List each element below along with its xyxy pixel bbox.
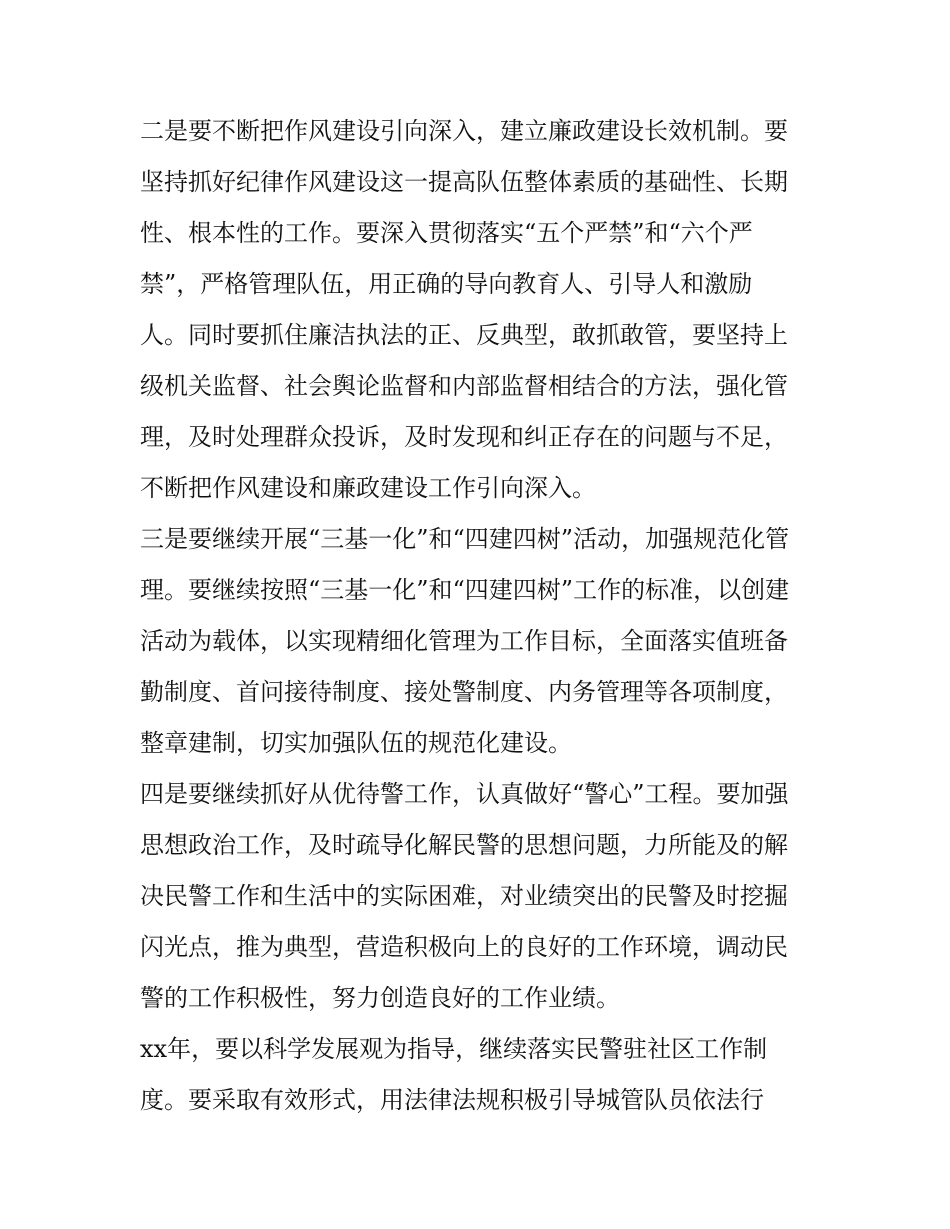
text-line: 决民警工作和生活中的实际困难，对业绩突出的民警及时挖掘: [140, 882, 788, 910]
body-text: [140, 106, 830, 1126]
text-line: 三是要继续开展“三基一化”和“四建四树”活动，加强规范化管: [140, 525, 790, 553]
text-line: 四是要继续抓好从优待警工作，认真做好“警心”工程。要加强: [140, 780, 789, 808]
text-line: 理。要继续按照“三基一化”和“四建四树”工作的标准，以创建: [140, 576, 790, 604]
text-line: 思想政治工作，及时疏导化解民警的思想问题，力所能及的解: [140, 831, 788, 859]
text-line: 勤制度、首问接待制度、接处警制度、内务管理等各项制度，: [140, 678, 788, 706]
text-line: 禁”，严格管理队伍，用正确的导向教育人、引导人和激励: [140, 270, 753, 298]
text-line: 级机关监督、社会舆论监督和内部监督相结合的方法，强化管: [140, 372, 788, 400]
text-line: 活动为载体，以实现精细化管理为工作目标，全面落实值班备: [140, 627, 788, 655]
text-line: 闪光点，推为典型，营造积极向上的良好的工作环境，调动民: [140, 933, 788, 961]
text-line: 警的工作积极性，努力创造良好的工作业绩。: [140, 984, 620, 1012]
text-line: 性、根本性的工作。要深入贯彻落实“五个严禁”和“六个严: [140, 219, 753, 247]
text-line: xx年，要以科学发展观为指导，继续落实民警驻社区工作制: [140, 1035, 768, 1063]
text-line: 不断把作风建设和廉政建设工作引向深入。: [140, 474, 596, 502]
text-line: 整章建制，切实加强队伍的规范化建设。: [140, 729, 572, 757]
text-line: 坚持抓好纪律作风建设这一提高队伍整体素质的基础性、长期: [140, 168, 788, 196]
text-line: 二是要不断把作风建设引向深入，建立廉政建设长效机制。要: [140, 117, 788, 145]
text-line: 理，及时处理群众投诉，及时发现和纠正存在的问题与不足，: [140, 423, 788, 451]
text-line: 人。同时要抓住廉洁执法的正、反典型，敢抓敢管，要坚持上: [140, 321, 788, 349]
text-line: 度。要采取有效形式，用法律法规积极引导城管队员依法行: [140, 1086, 764, 1114]
